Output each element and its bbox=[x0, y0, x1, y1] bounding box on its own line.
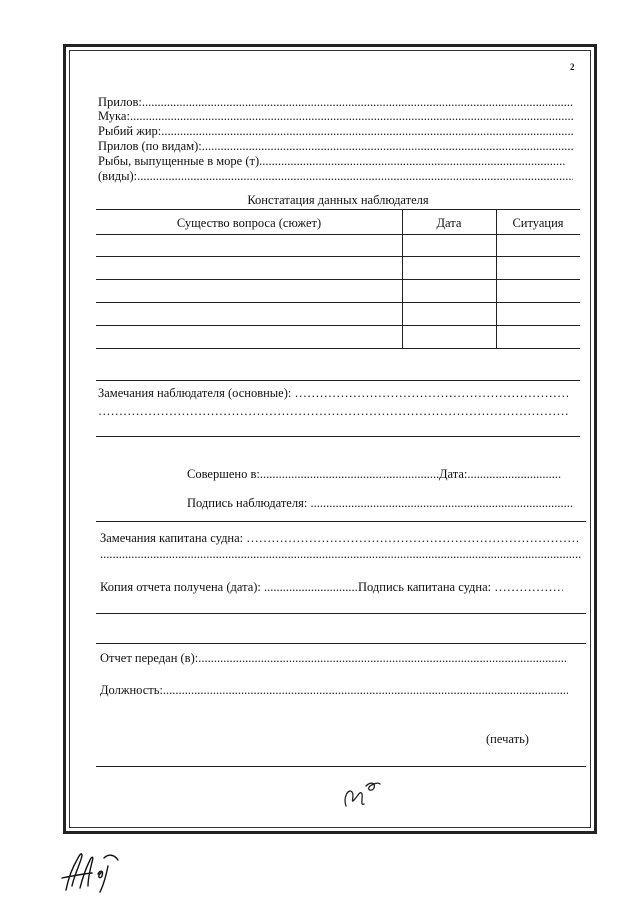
completed-at-line-part2 bbox=[383, 467, 439, 481]
catch-line-flour: Мука: ..... bbox=[98, 109, 573, 123]
section-rule bbox=[96, 613, 586, 614]
position-line: Должность: ..... bbox=[100, 683, 568, 697]
table-column-divider bbox=[496, 209, 497, 348]
page-number: 2 bbox=[570, 62, 575, 72]
observer-remarks-continuation bbox=[98, 404, 568, 418]
captain-remarks-continuation bbox=[100, 547, 582, 561]
table-bottom-rule bbox=[96, 348, 580, 349]
column-header-date: Дата bbox=[436, 216, 462, 230]
catch-line-bycatch-species: Прилов (по видам): ..... bbox=[98, 139, 573, 153]
copy-received-line: Копия отчета получена (дата): ..... bbox=[100, 580, 358, 594]
captain-remarks-line: Замечания капитана судна: ………………………………………………………………………………………………………… bbox=[100, 531, 578, 545]
table-row-rule bbox=[96, 325, 580, 326]
catch-line-released-fish: Рыбы, выпущенные в море (т) ..... bbox=[98, 154, 565, 168]
section-rule bbox=[96, 643, 586, 644]
completed-at-line: Совершено в: ..... bbox=[187, 467, 383, 481]
observer-remarks-line: Замечания наблюдателя (основные): ………………………………………………………………………………………………………… bbox=[98, 386, 568, 400]
column-header-subject: Существо вопроса (сюжет) bbox=[176, 216, 322, 230]
table-row-rule bbox=[96, 302, 580, 303]
date-line: Дата: ..... bbox=[439, 467, 561, 481]
section-rule bbox=[96, 521, 586, 522]
observer-signature-line: Подпись наблюдателя: ..... bbox=[187, 496, 573, 510]
catch-line-bycatch: Прилов: ..... bbox=[98, 95, 573, 109]
section-rule bbox=[96, 380, 580, 381]
column-header-situation: Ситуация bbox=[512, 216, 564, 230]
catch-line-species: (виды): ..... bbox=[98, 169, 573, 183]
table-row-rule bbox=[96, 279, 580, 280]
section-rule bbox=[96, 766, 586, 767]
seal-label: (печать) bbox=[486, 732, 529, 746]
table-row-rule bbox=[96, 256, 580, 257]
observer-section-title: Констатация данных наблюдателя bbox=[247, 193, 429, 207]
handwritten-signature bbox=[58, 846, 130, 896]
handwritten-initials bbox=[340, 776, 386, 812]
captain-signature-line: Подпись капитана судна: ………………………………………………………………………………………………………… bbox=[358, 580, 563, 594]
section-rule bbox=[96, 436, 580, 437]
table-top-rule bbox=[96, 209, 580, 210]
report-sent-line: Отчет передан (в): ..... bbox=[100, 651, 568, 665]
table-row-rule bbox=[96, 234, 580, 235]
table-column-divider bbox=[402, 209, 403, 348]
catch-line-fish-oil: Рыбий жир: ..... bbox=[98, 124, 573, 138]
